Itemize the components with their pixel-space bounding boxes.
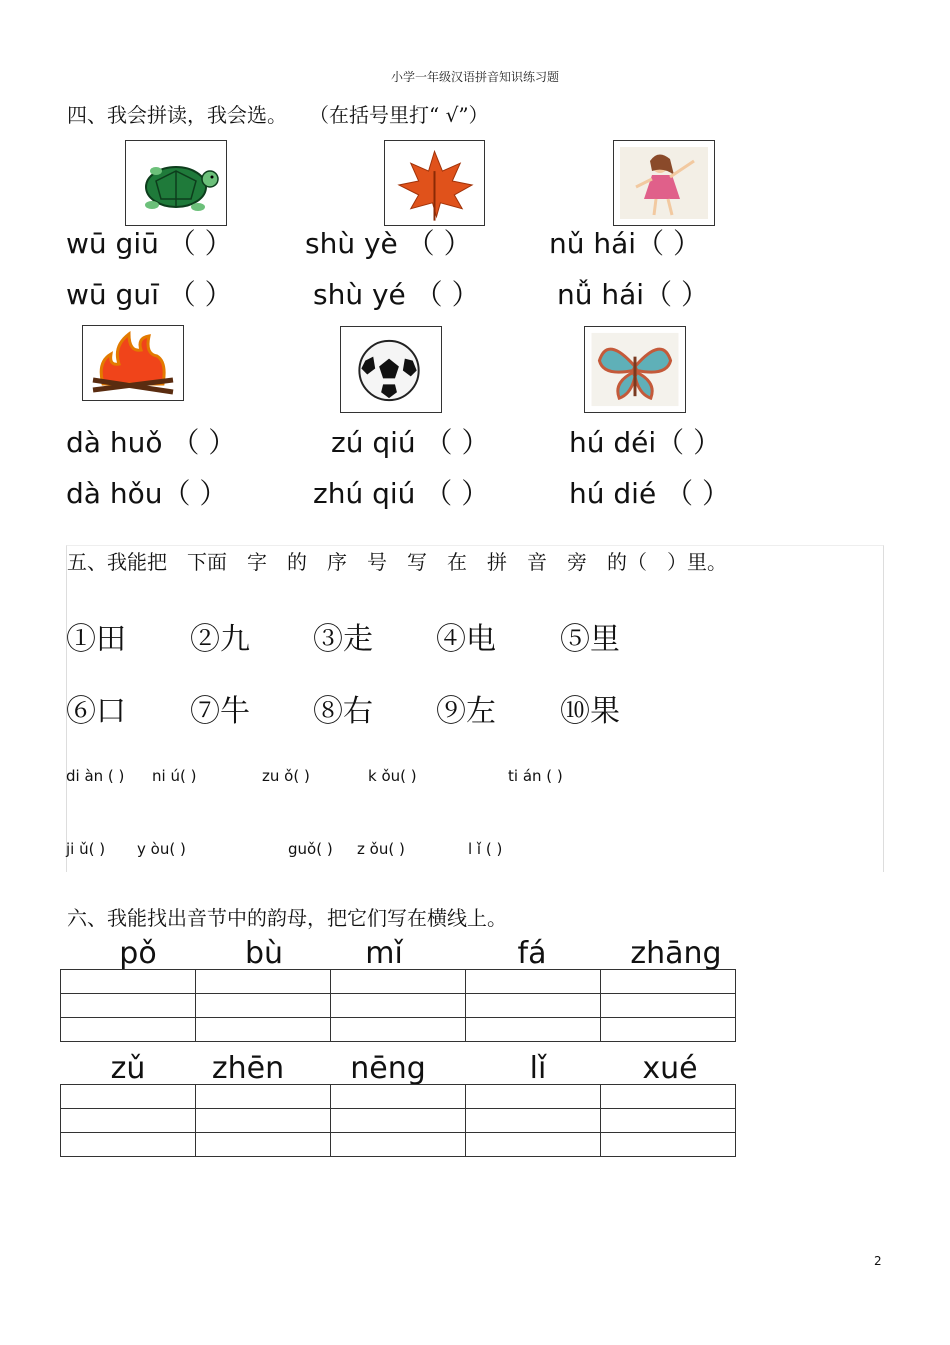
char-item: ⑥口 xyxy=(66,694,126,729)
answer-cell[interactable] xyxy=(601,994,736,1018)
char-item: ④电 xyxy=(436,622,496,657)
answer-cell[interactable] xyxy=(331,970,466,994)
fire-option-1: dà huǒ （ ） xyxy=(66,426,237,459)
leaf-option-1: shù yè （ ） xyxy=(305,227,472,260)
syllable: bù xyxy=(244,936,284,971)
pinyin-blank: di àn ( ) xyxy=(66,767,125,785)
pinyin-blank: ti án ( ) xyxy=(508,767,563,785)
pinyin-blank: l ǐ ( ) xyxy=(468,840,503,858)
answer-cell[interactable] xyxy=(196,970,331,994)
answer-cell[interactable] xyxy=(196,1109,331,1133)
answer-cell[interactable] xyxy=(61,1133,196,1157)
fire-option-2: dà hǒu（ ） xyxy=(66,477,228,510)
syllable: fá xyxy=(517,936,547,971)
syllable: mǐ xyxy=(365,936,403,971)
char-item: ⑨左 xyxy=(436,694,496,729)
pinyin-blank: ji ǔ( ) xyxy=(66,840,106,858)
char-item: ①田 xyxy=(66,622,126,657)
girl-option-2: nǚ hái（ ） xyxy=(557,278,709,311)
answer-cell[interactable] xyxy=(466,1018,601,1042)
syllable: zǔ xyxy=(110,1051,146,1086)
turtle-option-1: wū giū （ ） xyxy=(66,227,233,260)
answer-cell[interactable] xyxy=(331,1085,466,1109)
answer-cell[interactable] xyxy=(61,1109,196,1133)
answer-cell[interactable] xyxy=(331,1018,466,1042)
section4-instruction: （在括号里打“ √”） xyxy=(309,103,489,127)
football-option-2: zhú qiú （ ） xyxy=(313,477,490,510)
answer-cell[interactable] xyxy=(601,1133,736,1157)
answer-cell[interactable] xyxy=(601,1018,736,1042)
girl-image xyxy=(613,140,715,226)
syllable: lǐ xyxy=(529,1051,547,1086)
pinyin-blank: k ǒu( ) xyxy=(368,767,417,785)
answer-cell[interactable] xyxy=(331,994,466,1018)
char-item: ⑧右 xyxy=(313,694,373,729)
syllable: zhēn xyxy=(211,1051,285,1086)
page-number: 2 xyxy=(874,1254,882,1268)
answer-cell[interactable] xyxy=(61,1018,196,1042)
answer-cell[interactable] xyxy=(196,1018,331,1042)
butterfly-option-2: hú dié （ ） xyxy=(569,477,730,510)
syllable: pǒ xyxy=(119,936,157,971)
answer-cell[interactable] xyxy=(601,1085,736,1109)
football-image xyxy=(340,326,442,413)
section4-title xyxy=(67,99,489,128)
answer-cell[interactable] xyxy=(466,1085,601,1109)
syllable: zhāng xyxy=(630,936,722,971)
answer-cell[interactable] xyxy=(61,994,196,1018)
answer-cell[interactable] xyxy=(196,1085,331,1109)
syllable: nēng xyxy=(350,1051,426,1086)
pinyin-blank: guǒ( ) xyxy=(288,840,333,858)
char-item: ⑩果 xyxy=(560,694,620,729)
section5-title: 五、我能把 下面 字 的 序 号 写 在 拼 音 旁 的（ ）里。 xyxy=(67,550,727,574)
char-item: ②九 xyxy=(190,622,250,657)
girl-option-1: nǔ hái（ ） xyxy=(549,227,701,260)
section6-title: 六、我能找出音节中的韵母，把它们写在横线上。 xyxy=(67,906,507,930)
turtle-option-2: wū guī （ ） xyxy=(66,278,233,311)
leaf-option-2: shù yé （ ） xyxy=(313,278,480,311)
pinyin-blank: ni ú( ) xyxy=(152,767,197,785)
char-item: ⑤里 xyxy=(560,622,620,657)
answer-cell[interactable] xyxy=(331,1133,466,1157)
page-header: 小学一年级汉语拼音知识练习题 xyxy=(390,70,559,84)
fire-image xyxy=(82,325,184,401)
butterfly-option-1: hú déi（ ） xyxy=(569,426,722,459)
pinyin-blank: zu ǒ( ) xyxy=(262,767,310,785)
butterfly-image xyxy=(584,326,686,413)
answer-cell[interactable] xyxy=(466,970,601,994)
char-item: ⑦牛 xyxy=(190,694,250,729)
answer-cell[interactable] xyxy=(466,1109,601,1133)
section4-title-text: 四、我会拼读，我会选。 xyxy=(67,103,287,127)
syllable: xué xyxy=(642,1051,698,1086)
answer-cell[interactable] xyxy=(601,1109,736,1133)
char-item: ③走 xyxy=(313,622,373,657)
answer-grid-2 xyxy=(60,1084,736,1157)
pinyin-blank: z ǒu( ) xyxy=(357,840,405,858)
answer-grid-1 xyxy=(60,969,736,1042)
answer-cell[interactable] xyxy=(466,994,601,1018)
turtle-image xyxy=(125,140,227,226)
answer-cell[interactable] xyxy=(601,970,736,994)
pinyin-blank: y òu( ) xyxy=(137,840,186,858)
answer-cell[interactable] xyxy=(331,1109,466,1133)
answer-cell[interactable] xyxy=(466,1133,601,1157)
football-option-1: zú qiú （ ） xyxy=(331,426,490,459)
answer-cell[interactable] xyxy=(61,970,196,994)
answer-cell[interactable] xyxy=(196,1133,331,1157)
answer-cell[interactable] xyxy=(196,994,331,1018)
leaf-image xyxy=(384,140,485,226)
answer-cell[interactable] xyxy=(61,1085,196,1109)
